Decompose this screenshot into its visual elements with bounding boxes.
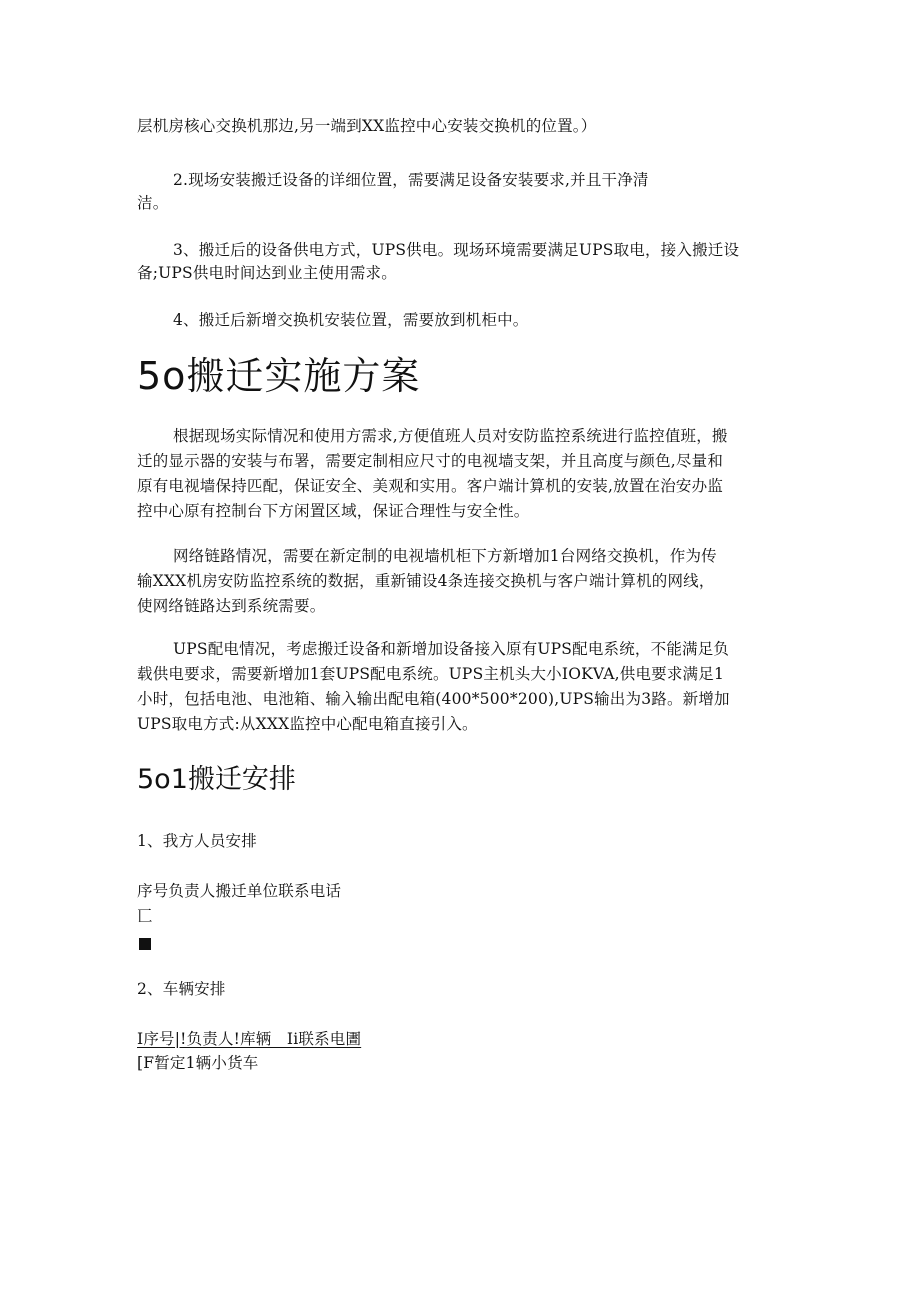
item-3-line-1: 3、搬迁后的设备供电方式，UPS供电。现场环境需要满足UPS取电，接入搬迁设 <box>173 241 740 259</box>
section-5-1-heading: 5o1搬迁安排 <box>137 764 296 795</box>
item-3-line-2: 备;UPS供电时间达到业主使用需求。 <box>137 264 397 282</box>
para3-line-1: UPS配电情况，考虑搬迁设备和新增加设备接入原有UPS配电系统，不能满足负 <box>173 640 730 658</box>
vehicle-table-header <box>137 1028 787 1051</box>
para2-line-1: 网络链路情况，需要在新定制的电视墙机柜下方新增加1台网络交换机，作为传 <box>173 547 717 565</box>
para1-line-3: 原有电视墙保持匹配，保证安全、美观和实用。客户端计算机的安装,放置在治安办监 <box>137 477 724 495</box>
para1-line-2: 迁的显示器的安装与布署，需要定制相应尺寸的电视墙支架，并且高度与颜色,尽量和 <box>137 452 724 470</box>
para3-line-2: 载供电要求，需要新增加1套UPS配电系统。UPS主机头大小IOKVA,供电要求满足1 <box>137 665 725 683</box>
staff-table-header: 序号负责人搬迁单位联系电话 <box>137 882 342 900</box>
staff-table-row: 匸 <box>137 907 153 925</box>
subsection-staff: 1、我方人员安排 <box>137 832 257 850</box>
item-2-line-2: 洁。 <box>137 194 169 212</box>
para2-line-3: 使网络链路达到系统需要。 <box>137 597 326 615</box>
section-5-heading: 5o搬迁实施方案 <box>137 354 421 398</box>
paragraph-continuation: 层机房核心交换机那边,另一端到XX监控中心安装交换机的位置。） <box>137 117 597 135</box>
table-bullet-square <box>139 935 151 954</box>
para1-line-4: 控中心原有控制台下方闲置区域，保证合理性与安全性。 <box>137 502 530 520</box>
para2-line-2: 输XXX机房安防监控系统的数据，重新铺设4条连接交换机与客户端计算机的网线， <box>137 572 715 590</box>
para3-line-4: UPS取电方式:从XXX监控中心配电箱直接引入。 <box>137 715 478 733</box>
para1-line-1: 根据现场实际情况和使用方需求,方便值班人员对安防监控系统进行监控值班，搬 <box>173 427 728 445</box>
vehicle-table-header-text: I序号|!负责人!库辆 Ii联系电圕 <box>137 1030 362 1048</box>
item-2-line-1: 2.现场安装搬迁设备的详细位置，需要满足设备安装要求,并且干净清 <box>173 171 649 189</box>
item-4: 4、搬迁后新增交换机安装位置，需要放到机柜中。 <box>173 311 529 329</box>
para3-line-3: 小时，包括电池、电池箱、输入输出配电箱(400*500*200),UPS输出为3路。新增加 <box>137 690 730 708</box>
vehicle-table-row: [F暂定1辆小货车 <box>137 1054 259 1072</box>
subsection-vehicles: 2、车辆安排 <box>137 980 226 998</box>
